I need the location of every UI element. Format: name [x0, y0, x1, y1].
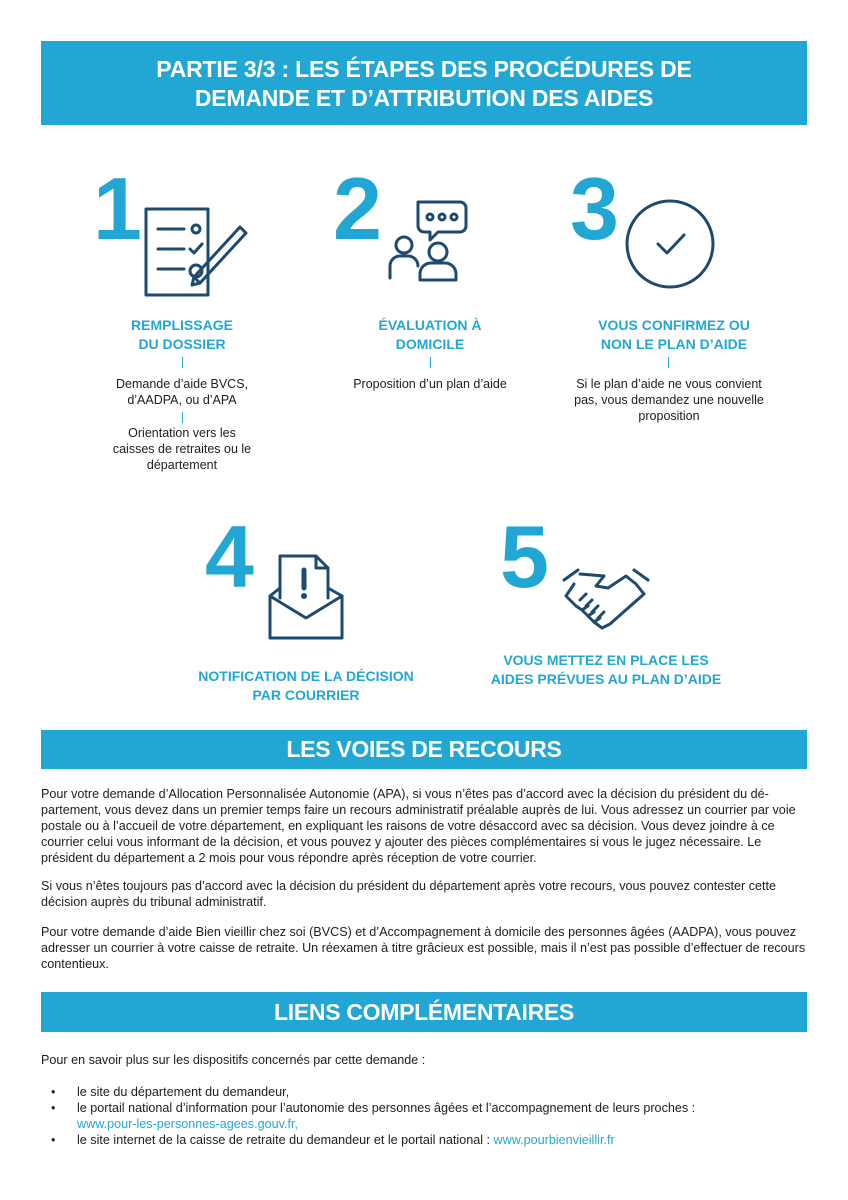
step-number: 2	[333, 159, 382, 258]
step-title-line2: AIDES PRÉVUES AU PLAN D’AIDE	[490, 671, 722, 687]
list-item-text: le portail national d’information pour l’autonomie des personnes âgées et l’accompagnement de leurs proches :	[77, 1101, 696, 1115]
page-title-line1: PARTIE 3/3 : LES ÉTAPES DES PROCÉDURES DE	[156, 56, 692, 82]
step-text-line: Si le plan d’aide ne vous convient	[576, 377, 762, 391]
handshake-icon	[560, 566, 652, 632]
step-text-line: Proposition d’un plan d’aide	[353, 377, 507, 391]
bullet: •	[51, 1085, 56, 1099]
link-pourbienvieillir[interactable]: www.pourbienvieillir.fr	[493, 1133, 615, 1147]
step-number: 3	[570, 159, 619, 258]
list-item	[41, 1132, 811, 1148]
list-item-text: le site du département du demandeur,	[77, 1085, 290, 1099]
step-text-line: d’AADPA, ou d’APA	[127, 393, 237, 407]
page-title-line2: DEMANDE ET D’ATTRIBUTION DES AIDES	[194, 85, 654, 111]
people-speech-bubble-icon	[386, 198, 470, 286]
step-title	[96, 316, 268, 354]
step-title-line1: VOUS METTEZ EN PLACE LES	[503, 652, 709, 668]
step-title-line2: NON LE PLAN D’AIDE	[600, 336, 748, 352]
recours-paragraph-3: Pour votre demande d’aide Bien vieillir chez soi (BVCS) et d’Accompagnement à domicile des personnes âgées (AADPA), vous pouvez adresser un courrier à votre caisse de retraite. Un réexamen à titre grâcieux est possible, mais il n’est pas possible d’effectuer de recours contentieux.	[41, 925, 806, 971]
separator	[430, 357, 431, 368]
step-text-line: Orientation vers les	[128, 426, 236, 440]
step-number: 1	[93, 159, 142, 258]
circle-check-icon	[624, 198, 716, 290]
separator	[182, 412, 183, 423]
step-title-line2: PAR COURRIER	[252, 687, 360, 703]
step-title-line2: DOMICILE	[395, 336, 465, 352]
step-text-line: pas, vous demandez une nouvelle	[574, 393, 764, 407]
list-item	[41, 1100, 811, 1132]
step-text-line: proposition	[638, 409, 700, 423]
step-text-line: département	[146, 458, 218, 472]
recours-section-banner: LES VOIES DE RECOURS	[41, 730, 807, 769]
liens-intro: Pour en savoir plus sur les dispositifs concernés par cette demande :	[41, 1053, 426, 1067]
step-title-line1: REMPLISSAGE	[131, 317, 233, 333]
list-item-text: le site internet de la caisse de retraite du demandeur et le portail national :	[77, 1133, 494, 1147]
liens-section-banner: LIENS COMPLÉMENTAIRES	[41, 992, 807, 1032]
step-text-line: caisses de retraites ou le	[112, 442, 252, 456]
envelope-warning-letter-icon	[266, 552, 346, 642]
step-text	[329, 376, 531, 392]
separator	[182, 357, 183, 368]
step-title-line2: DU DOSSIER	[138, 336, 226, 352]
recours-paragraph-1: Pour votre demande d’Allocation Personnalisée Autonomie (APA), si vous n’êtes pas d’accord avec la décision du président du dé-partement, vous devez dans un premier temps faire un recours administratif préalable auprès de lui. Vous adressez un courrier par voie postale ou à l’accueil de votre département, en expliquant les raisons de votre désaccord avec sa décision. Vous devez joindre à ce courrier celui vous informant de la décision, et vous pouvez y ajouter des pièces complémentaires si vous le jugez nécessaire. Le président du département a 2 mois pour vous répondre après réception de votre courrier.	[41, 787, 796, 865]
recours-paragraph-2: Si vous n’êtes toujours pas d’accord avec la décision du président du département après votre recours, vous pouvez contester cette décision auprès du tribunal administratif.	[41, 879, 777, 909]
step-text	[566, 376, 772, 424]
step-title	[468, 651, 744, 689]
step-text-line: Demande d’aide BVCS,	[115, 377, 249, 391]
liens-list	[41, 1084, 811, 1148]
step-text	[96, 376, 268, 408]
step-number: 4	[205, 507, 254, 606]
step-title	[576, 316, 772, 354]
step-text	[96, 425, 268, 473]
step-title-line1: NOTIFICATION DE LA DÉCISION	[198, 668, 414, 684]
step-title-line1: VOUS CONFIRMEZ OU	[598, 317, 750, 333]
link-pour-les-personnes-agees[interactable]: www.pour-les-personnes-agees.gouv.fr,	[77, 1117, 298, 1131]
form-checklist-pen-icon	[140, 205, 252, 301]
step-title-line1: ÉVALUATION À	[378, 317, 482, 333]
separator	[668, 357, 669, 368]
bullet: •	[51, 1101, 56, 1115]
step-title	[186, 667, 426, 705]
page-header-banner	[41, 41, 807, 125]
bullet: •	[51, 1133, 56, 1147]
step-number: 5	[500, 507, 549, 606]
list-item	[41, 1084, 811, 1100]
step-title	[344, 316, 516, 354]
